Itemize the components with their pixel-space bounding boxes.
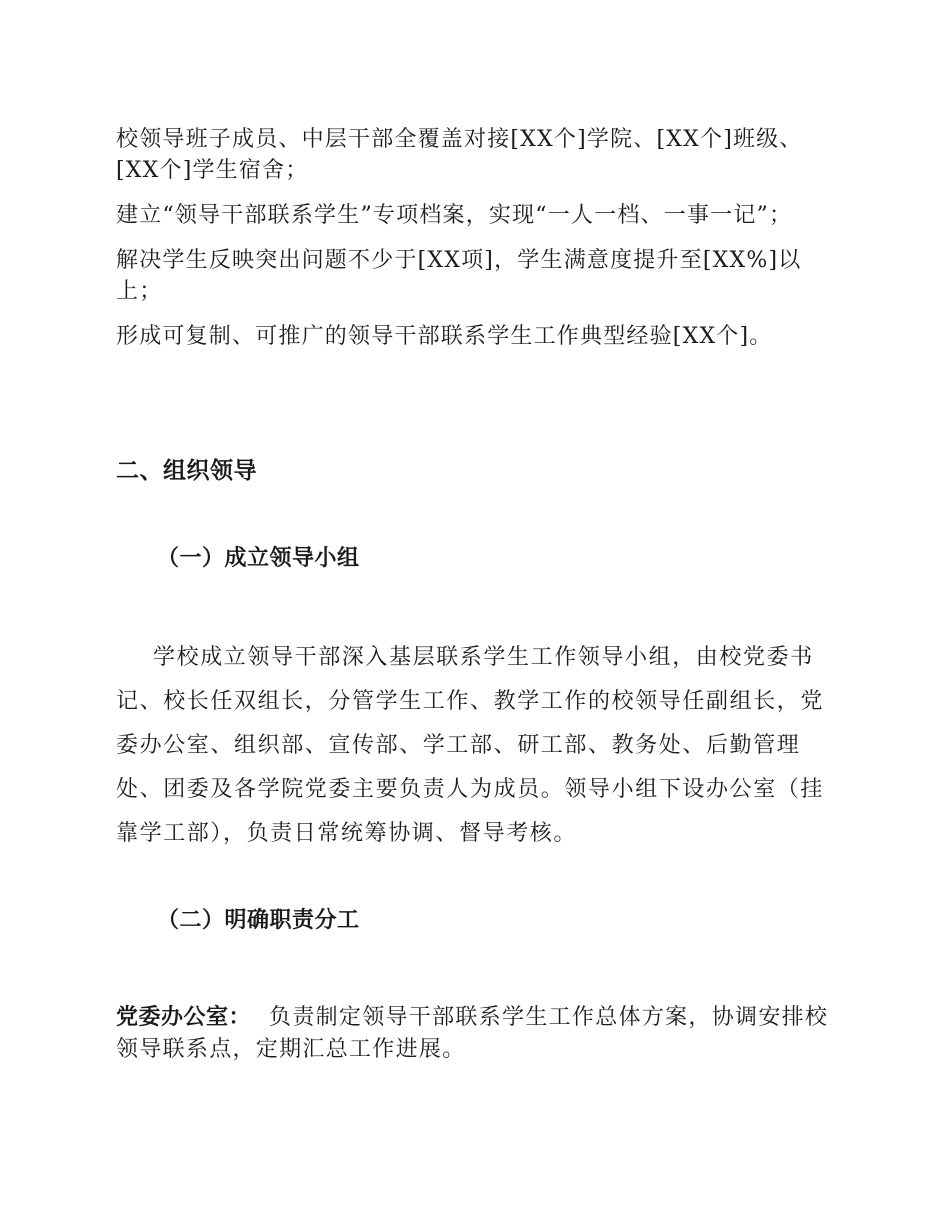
- target-item-4: 形成可复制、可推广的领导干部联系学生工作典型经验[XX个]。: [116, 324, 773, 349]
- subheading-leading-group: （一）成立领导小组: [157, 546, 360, 571]
- duty-party-office: [116, 1002, 838, 1066]
- section-heading-organization: 二、组织领导: [116, 458, 257, 484]
- target-item-1: 校领导班子成员、中层干部全覆盖对接[XX个]学院、[XX个]班级、[XX个]学生宿舍；: [116, 127, 803, 183]
- duty-label: 党委办公室：: [116, 1005, 252, 1030]
- target-item-2: 建立“领导干部联系学生”专项档案，实现“一人一档、一事一记”；: [116, 203, 793, 228]
- target-list: [116, 124, 836, 366]
- target-item-3: 解决学生反映突出问题不少于[XX项]，学生满意度提升至[XX%]以上；: [116, 248, 802, 304]
- subheading-responsibilities: （二）明确职责分工: [157, 908, 360, 933]
- duty-text: 负责制定领导干部联系学生工作总体方案，协调安排校领导联系点，定期汇总工作进展。: [116, 1005, 829, 1062]
- paragraph-leading-group: 学校成立领导干部深入基层联系学生工作领导小组，由校党委书记、校长任双组长，分管学生工作、教学工作的校领导任副组长，党委办公室、组织部、宣传部、学工部、研工部、教务处、后勤管理处、团委及各学院党委主要负责人为成员。领导小组下设办公室（挂靠学工部），负责日常统筹协调、督导考核。: [116, 645, 825, 846]
